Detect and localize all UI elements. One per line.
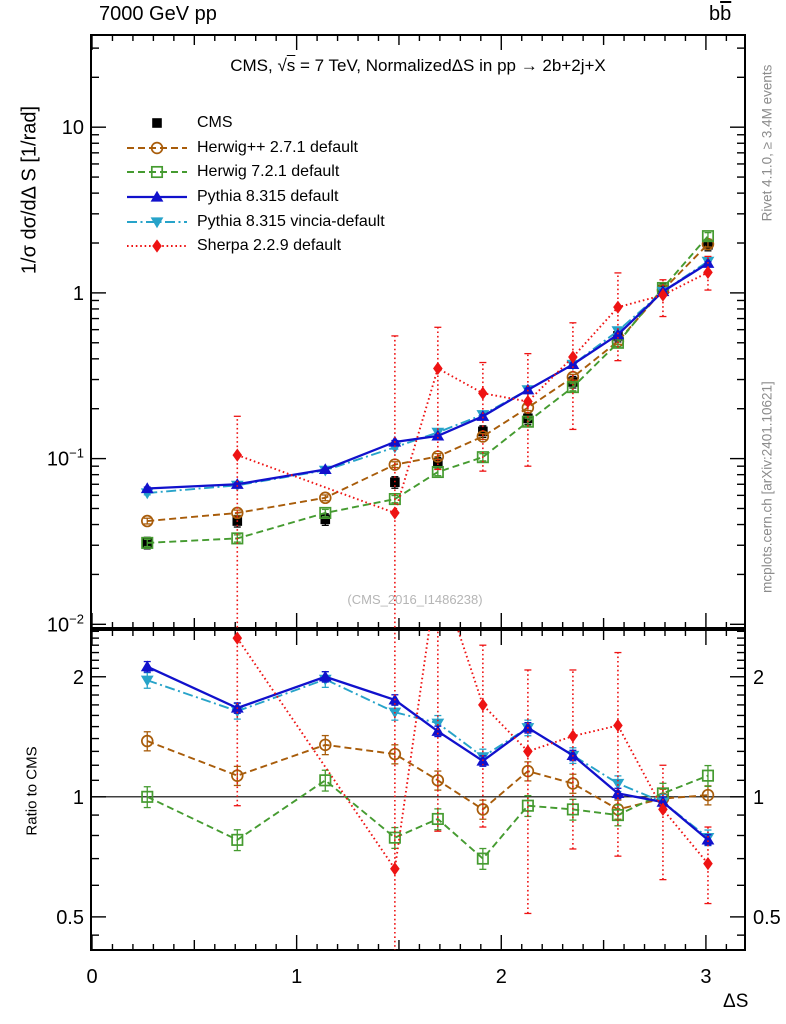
sqrt-symbol: √ xyxy=(277,56,287,75)
legend-marker-herwig7 xyxy=(126,163,188,181)
series-herwig-7-2-1-default xyxy=(142,231,713,548)
legend-marker-cms xyxy=(126,114,188,132)
legend-label: Pythia 8.315 vincia-default xyxy=(197,212,385,230)
x-tick-label: 0 xyxy=(86,966,98,988)
legend-marker-vincia xyxy=(126,213,188,231)
main-y-tick-label: 1 xyxy=(72,282,84,305)
ratio-y-tick-label: 2 xyxy=(72,666,84,689)
legend-item-herwig7 xyxy=(126,160,385,185)
ratio-y-tick-label-right: 2 xyxy=(753,666,765,689)
legend-item-cms xyxy=(126,111,385,136)
series-cms xyxy=(142,239,712,549)
legend-item-pythia xyxy=(126,185,385,210)
sqrt-arg: s xyxy=(286,56,296,75)
legend-label: CMS xyxy=(197,114,233,132)
x-axis-label: ΔS xyxy=(723,991,749,1012)
main-y-tick-label: $10^{-1}$ xyxy=(46,445,84,471)
legend-item-herwigpp xyxy=(126,136,385,161)
process-label xyxy=(709,3,731,26)
series-pythia-8-315-vincia-default xyxy=(141,257,715,499)
beam-energy-label: 7000 GeV pp xyxy=(99,3,217,25)
legend-label: Herwig++ 2.7.1 default xyxy=(197,138,358,156)
legend-item-sherpa xyxy=(126,234,385,259)
ratio-y-axis-label: Ratio to CMS xyxy=(23,746,41,836)
legend-label: Pythia 8.315 default xyxy=(197,188,339,206)
process-bbar: $\overline{b}$ xyxy=(720,3,732,25)
x-tick-label: 3 xyxy=(700,966,712,988)
legend-label: Herwig 7.2.1 default xyxy=(197,163,340,181)
x-tick-label: 1 xyxy=(291,966,303,988)
legend-item-vincia xyxy=(126,209,385,234)
title-prefix: CMS, xyxy=(230,56,278,75)
ratio-y-tick-label-right: 0.5 xyxy=(753,906,781,929)
ratio-y-tick-label: 0.5 xyxy=(56,906,84,929)
ratio-y-tick-label: 1 xyxy=(72,786,84,809)
legend-marker-herwigpp xyxy=(126,139,188,157)
series-herwig-7-2-1-default xyxy=(142,766,713,870)
ratio-y-tick-label-right: 1 xyxy=(753,786,765,809)
series-herwig-2-7-1-default xyxy=(142,732,714,819)
process-b: b xyxy=(709,3,721,25)
x-tick-label: 2 xyxy=(495,966,507,988)
plot-title xyxy=(91,56,745,76)
series-sherpa-2-2-9-default xyxy=(232,563,712,956)
main-y-tick-label: 10 xyxy=(61,117,84,140)
legend-label: Sherpa 2.2.9 default xyxy=(197,237,342,255)
analysis-id-watermark: (CMS_2016_I1486238) xyxy=(347,592,483,607)
legend xyxy=(126,111,385,259)
series-herwig-2-7-1-default xyxy=(142,239,714,527)
main-y-tick-label: $10^{-2}$ xyxy=(46,611,84,637)
title-suffix: = 7 TeV, NormalizedΔS in pp → 2b+2j+X xyxy=(295,56,606,75)
main-y-axis-label: 1/σ dσ/dΔ S [1/rad] xyxy=(18,105,41,275)
mcplots-arxiv-note: mcplots.cern.ch [arXiv:2401.10621] xyxy=(759,381,775,593)
legend-marker-sherpa xyxy=(126,237,188,255)
series-pythia-8-315-default xyxy=(141,660,715,845)
legend-marker-pythia xyxy=(126,188,188,206)
series-pythia-8-315-vincia-default xyxy=(141,672,715,846)
rivet-version-note: Rivet 4.1.0, ≥ 3.4M events xyxy=(759,64,775,222)
